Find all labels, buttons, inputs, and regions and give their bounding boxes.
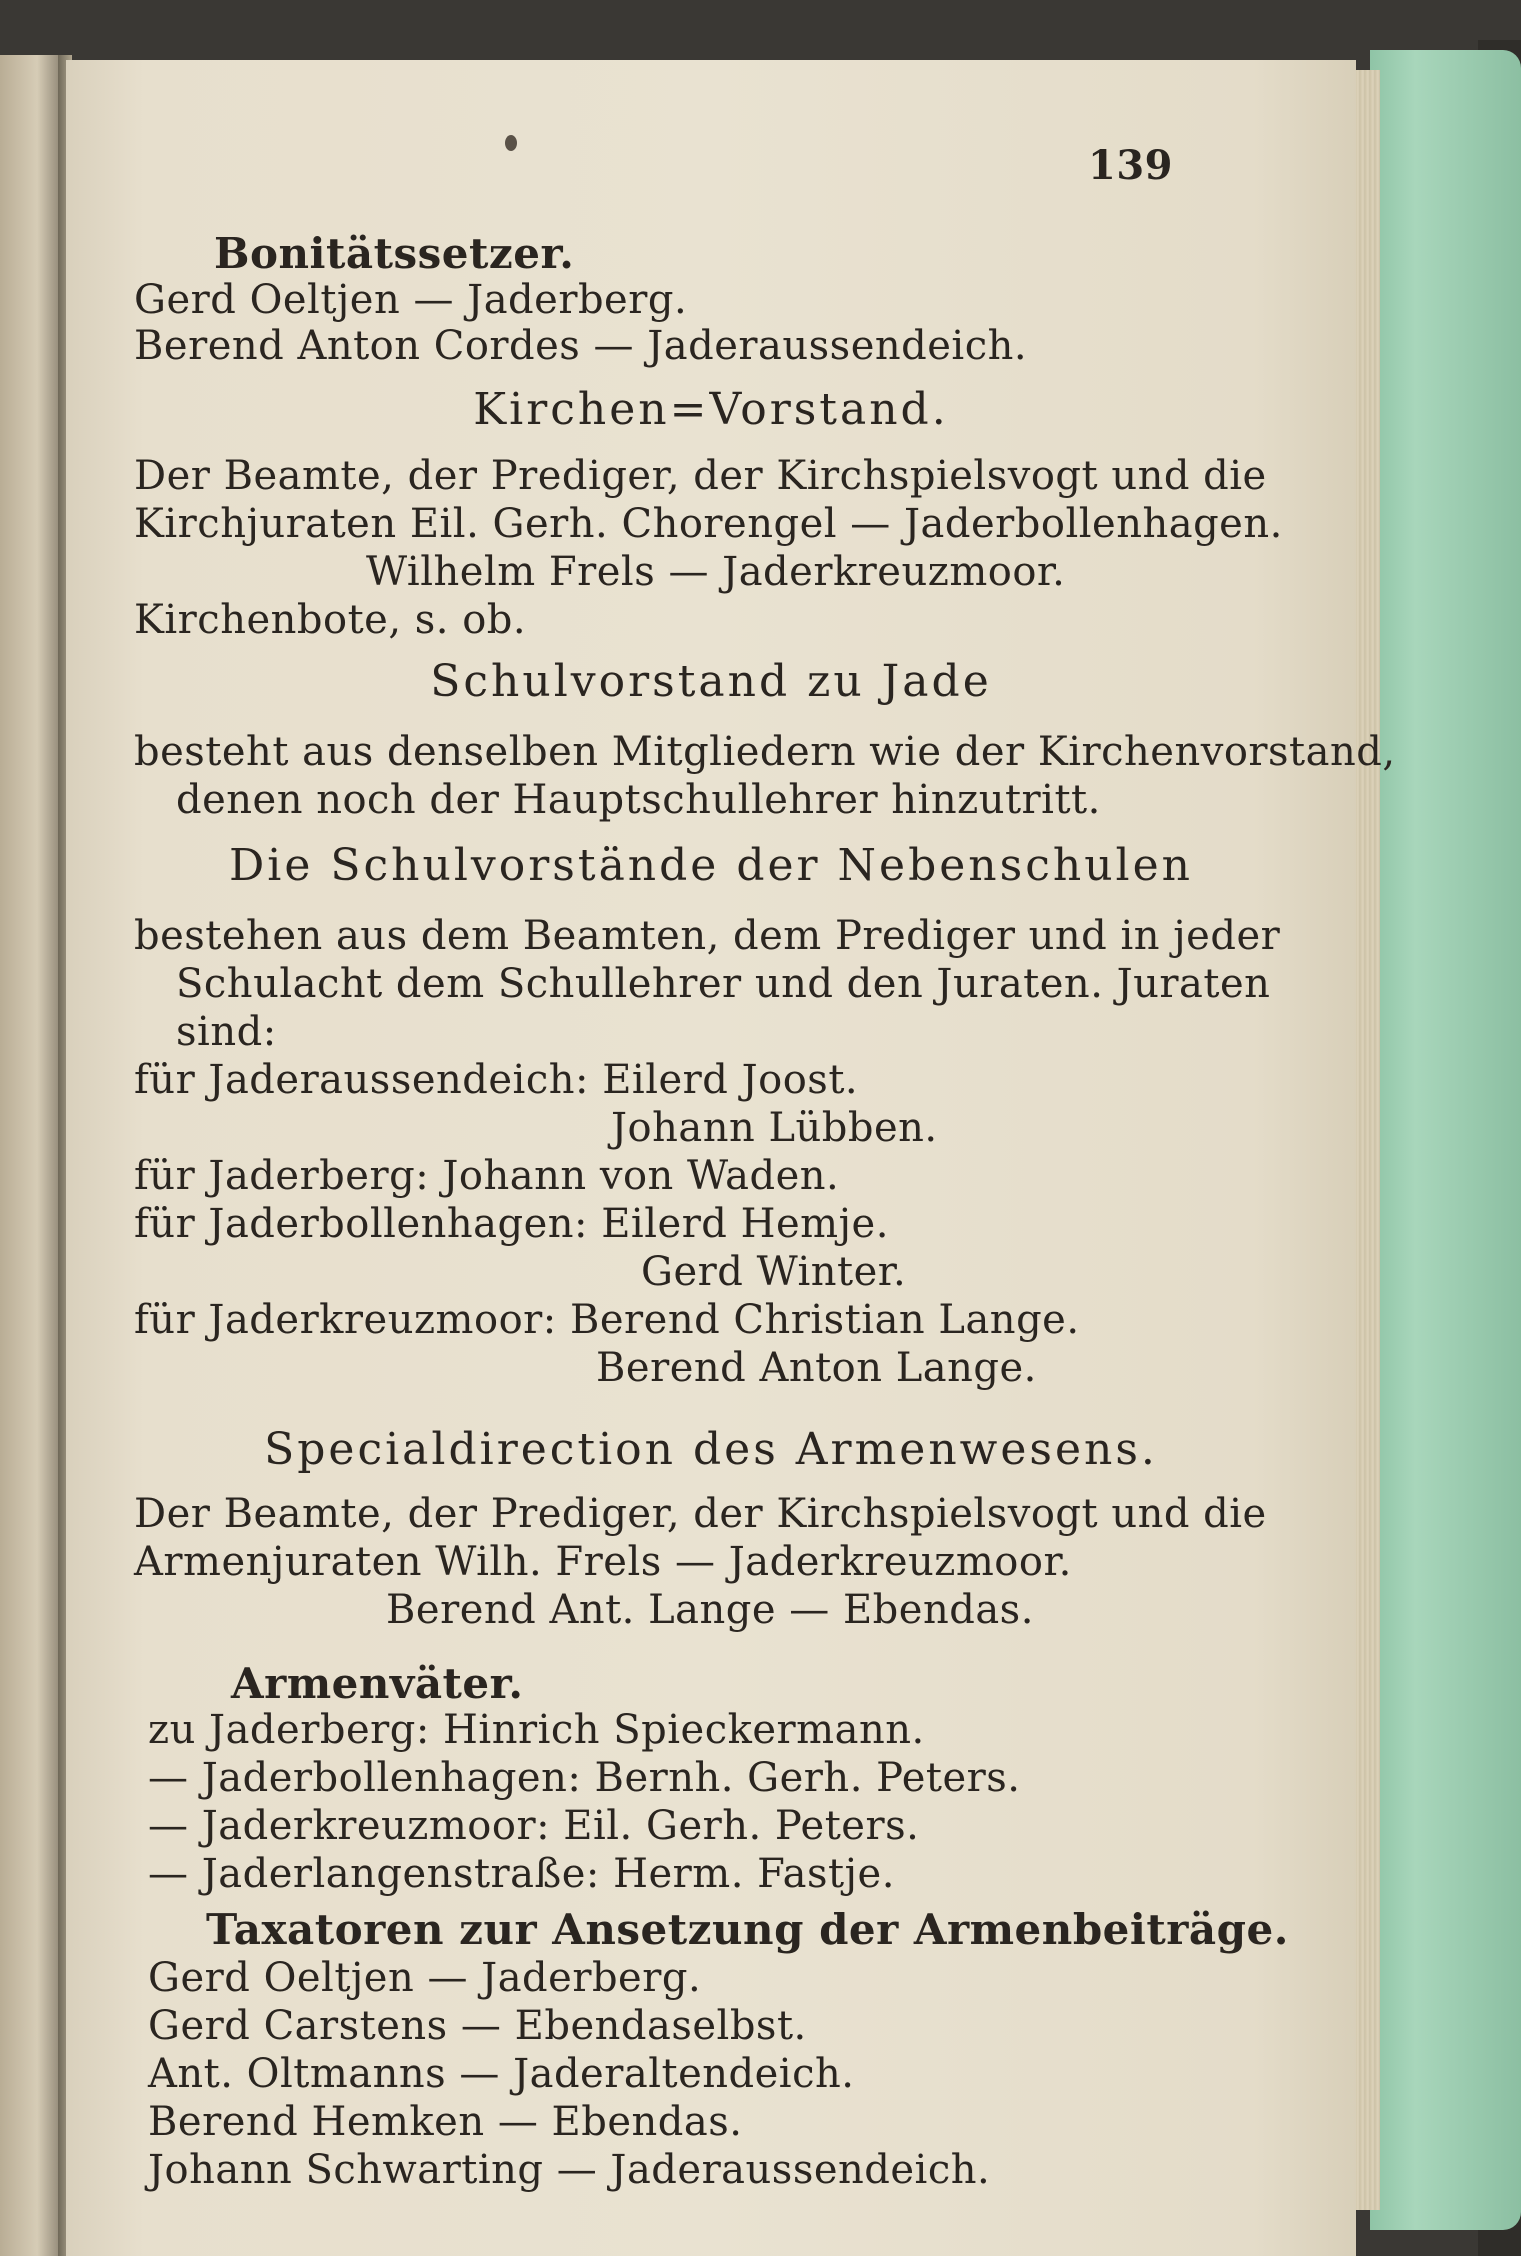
- line: Armenjuraten Wilh. Frels — Jaderkreuzmoor.: [134, 1539, 1072, 1585]
- book-cover-edge: [1370, 50, 1521, 2230]
- left-page-edge: [0, 55, 62, 2256]
- line: besteht aus denselben Mitgliedern wie der Kirchenvorstand,: [134, 729, 1396, 775]
- line: Gerd Oeltjen — Jaderberg.: [148, 1955, 702, 2001]
- heading-armenvaeter: Armenväter.: [231, 1659, 524, 1708]
- line: Kirchjuraten Eil. Gerh. Chorengel — Jaderbollenhagen.: [134, 501, 1283, 547]
- line: zu Jaderberg: Hinrich Spieckermann.: [148, 1707, 925, 1753]
- line: für Jaderberg: Johann von Waden.: [134, 1153, 840, 1199]
- line: — Jaderkreuzmoor: Eil. Gerh. Peters.: [148, 1803, 920, 1849]
- line: sind:: [176, 1009, 277, 1055]
- line: Berend Anton Cordes — Jaderaussendeich.: [134, 323, 1028, 369]
- page-number: 139: [1088, 142, 1173, 189]
- line: Der Beamte, der Prediger, der Kirchspielsvogt und die: [134, 453, 1267, 499]
- line: Gerd Oeltjen — Jaderberg.: [134, 277, 688, 323]
- heading-nebenschulen: Die Schulvorstände der Nebenschulen: [229, 840, 1193, 891]
- line: denen noch der Hauptschullehrer hinzutritt.: [176, 777, 1101, 823]
- heading-taxatoren: Taxatoren zur Ansetzung der Armenbeiträge.: [206, 1905, 1289, 1954]
- line: Wilhelm Frels — Jaderkreuzmoor.: [366, 549, 1066, 595]
- line: Johann Schwarting — Jaderaussendeich.: [148, 2147, 991, 2193]
- line: Johann Lübben.: [611, 1105, 938, 1151]
- line: bestehen aus dem Beamten, dem Prediger und in jeder: [134, 913, 1281, 959]
- line: Berend Ant. Lange — Ebendas.: [386, 1587, 1034, 1633]
- line: Ant. Oltmanns — Jaderaltendeich.: [148, 2051, 855, 2097]
- line: Der Beamte, der Prediger, der Kirchspielsvogt und die: [134, 1491, 1267, 1537]
- line: Kirchenbote, s. ob.: [134, 597, 527, 643]
- line: Gerd Winter.: [641, 1249, 907, 1295]
- heading-bonitaetssetzer: Bonitätssetzer.: [214, 229, 575, 278]
- ink-spot: [505, 135, 517, 151]
- line: für Jaderkreuzmoor: Berend Christian Lange.: [134, 1297, 1080, 1343]
- heading-armenwesen: Specialdirection des Armenwesens.: [264, 1424, 1158, 1475]
- line: — Jaderlangenstraße: Herm. Fastje.: [148, 1851, 895, 1897]
- page-text: [66, 60, 1396, 2256]
- line: — Jaderbollenhagen: Bernh. Gerh. Peters.: [148, 1755, 1021, 1801]
- heading-schulvorstand: Schulvorstand zu Jade: [430, 656, 992, 707]
- line: Berend Anton Lange.: [596, 1345, 1037, 1391]
- line: Schulacht dem Schullehrer und den Juraten. Juraten: [176, 961, 1271, 1007]
- line: für Jaderaussendeich: Eilerd Joost.: [134, 1057, 859, 1103]
- line: für Jaderbollenhagen: Eilerd Hemje.: [134, 1201, 889, 1247]
- line: Gerd Carstens — Ebendaselbst.: [148, 2003, 807, 2049]
- book-page: [66, 60, 1396, 2256]
- heading-kirchenvorstand: Kirchen=Vorstand.: [473, 384, 949, 435]
- line: Berend Hemken — Ebendas.: [148, 2099, 743, 2145]
